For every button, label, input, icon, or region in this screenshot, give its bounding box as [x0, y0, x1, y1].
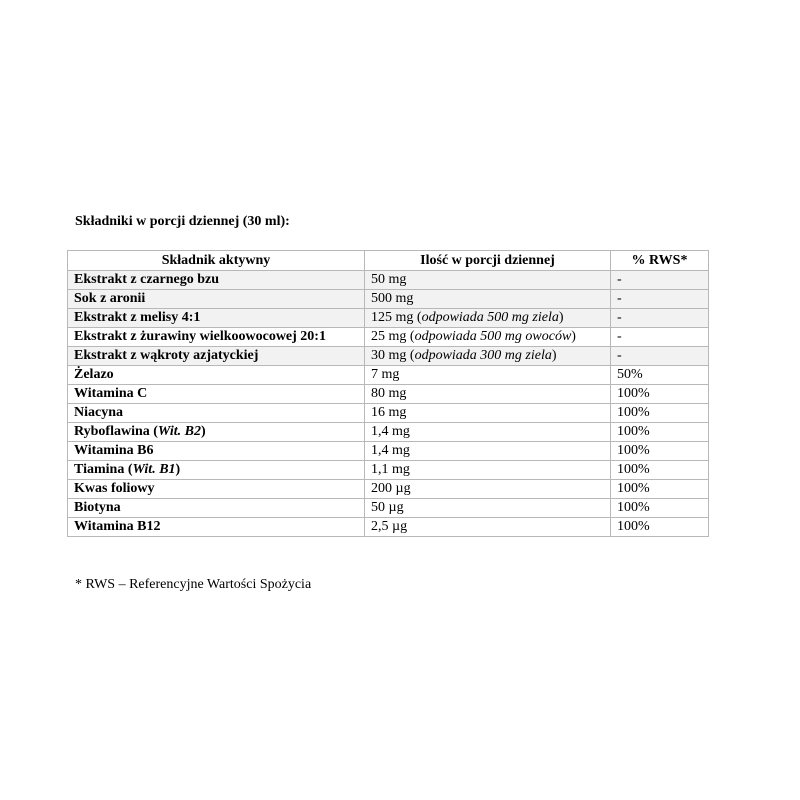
ingredient-rws: 100% — [611, 385, 709, 404]
ingredient-name — [68, 423, 365, 442]
ingredient-name: Biotyna — [68, 499, 365, 518]
ingredient-name: Kwas foliowy — [68, 480, 365, 499]
ingredient-name: Sok z aronii — [68, 290, 365, 309]
name-end: ) — [175, 462, 181, 477]
ingredient-amount — [365, 347, 611, 366]
ingredient-amount: 80 mg — [365, 385, 611, 404]
ingredient-amount: 200 µg — [365, 480, 611, 499]
table-row — [68, 271, 709, 290]
ingredient-amount: 2,5 µg — [365, 518, 611, 537]
ingredient-name: Witamina C — [68, 385, 365, 404]
amount-end: ) — [551, 348, 557, 363]
amount-end: ) — [558, 310, 564, 325]
header-active-ingredient: Składnik aktywny — [68, 251, 365, 271]
ingredient-name: Ekstrakt z czarnego bzu — [68, 271, 365, 290]
header-daily-amount: Ilość w porcji dziennej — [365, 251, 611, 271]
table-row — [68, 366, 709, 385]
ingredient-name: Ekstrakt z żurawiny wielkoowocowej 20:1 — [68, 328, 365, 347]
ingredient-rws: 50% — [611, 366, 709, 385]
ingredient-rws: - — [611, 328, 709, 347]
table-row — [68, 290, 709, 309]
ingredient-name — [68, 461, 365, 480]
ingredient-amount: 7 mg — [365, 366, 611, 385]
name-value: Tiamina ( — [74, 462, 133, 477]
ingredient-rws: - — [611, 271, 709, 290]
table-row — [68, 442, 709, 461]
ingredient-amount — [365, 328, 611, 347]
ingredient-name: Niacyna — [68, 404, 365, 423]
ingredient-rws: 100% — [611, 518, 709, 537]
name-end: ) — [200, 424, 206, 439]
name-note: Wit. B2 — [157, 424, 201, 439]
name-note: Wit. B1 — [132, 462, 176, 477]
table-row — [68, 309, 709, 328]
table-row — [68, 461, 709, 480]
ingredient-rws: 100% — [611, 404, 709, 423]
ingredient-amount: 50 µg — [365, 499, 611, 518]
ingredient-amount: 50 mg — [365, 271, 611, 290]
ingredient-amount: 500 mg — [365, 290, 611, 309]
ingredient-name: Witamina B6 — [68, 442, 365, 461]
ingredient-amount: 1,4 mg — [365, 442, 611, 461]
amount-value: 125 mg ( — [371, 310, 422, 325]
table-row — [68, 404, 709, 423]
ingredient-amount — [365, 309, 611, 328]
amount-note: odpowiada 500 mg ziela — [421, 310, 559, 325]
ingredient-rws: - — [611, 309, 709, 328]
amount-note: odpowiada 300 mg ziela — [414, 348, 552, 363]
table-heading: Składniki w porcji dziennej (30 ml): — [75, 214, 290, 229]
table-row — [68, 347, 709, 366]
amount-note: odpowiada 500 mg owoców — [414, 329, 572, 344]
amount-value: 25 mg ( — [371, 329, 415, 344]
table-row — [68, 518, 709, 537]
ingredient-rws: - — [611, 347, 709, 366]
table-row — [68, 480, 709, 499]
ingredient-rws: 100% — [611, 423, 709, 442]
table-row — [68, 499, 709, 518]
ingredient-amount: 1,4 mg — [365, 423, 611, 442]
ingredient-rws: 100% — [611, 461, 709, 480]
ingredient-rws: 100% — [611, 442, 709, 461]
table-row — [68, 423, 709, 442]
ingredient-rws: 100% — [611, 480, 709, 499]
amount-value: 30 mg ( — [371, 348, 415, 363]
ingredient-name: Witamina B12 — [68, 518, 365, 537]
ingredient-name: Żelazo — [68, 366, 365, 385]
header-rws-percent: % RWS* — [611, 251, 709, 271]
ingredient-amount: 16 mg — [365, 404, 611, 423]
amount-end: ) — [571, 329, 576, 344]
ingredients-table — [67, 250, 709, 537]
table-header-row — [68, 251, 709, 271]
ingredient-name: Ekstrakt z melisy 4:1 — [68, 309, 365, 328]
table-row — [68, 385, 709, 404]
footnote: * RWS – Referencyjne Wartości Spożycia — [75, 577, 312, 592]
ingredient-rws: 100% — [611, 499, 709, 518]
table-row — [68, 328, 709, 347]
name-value: Ryboflawina ( — [74, 424, 158, 439]
ingredient-rws: - — [611, 290, 709, 309]
ingredient-name: Ekstrakt z wąkroty azjatyckiej — [68, 347, 365, 366]
ingredient-amount: 1,1 mg — [365, 461, 611, 480]
